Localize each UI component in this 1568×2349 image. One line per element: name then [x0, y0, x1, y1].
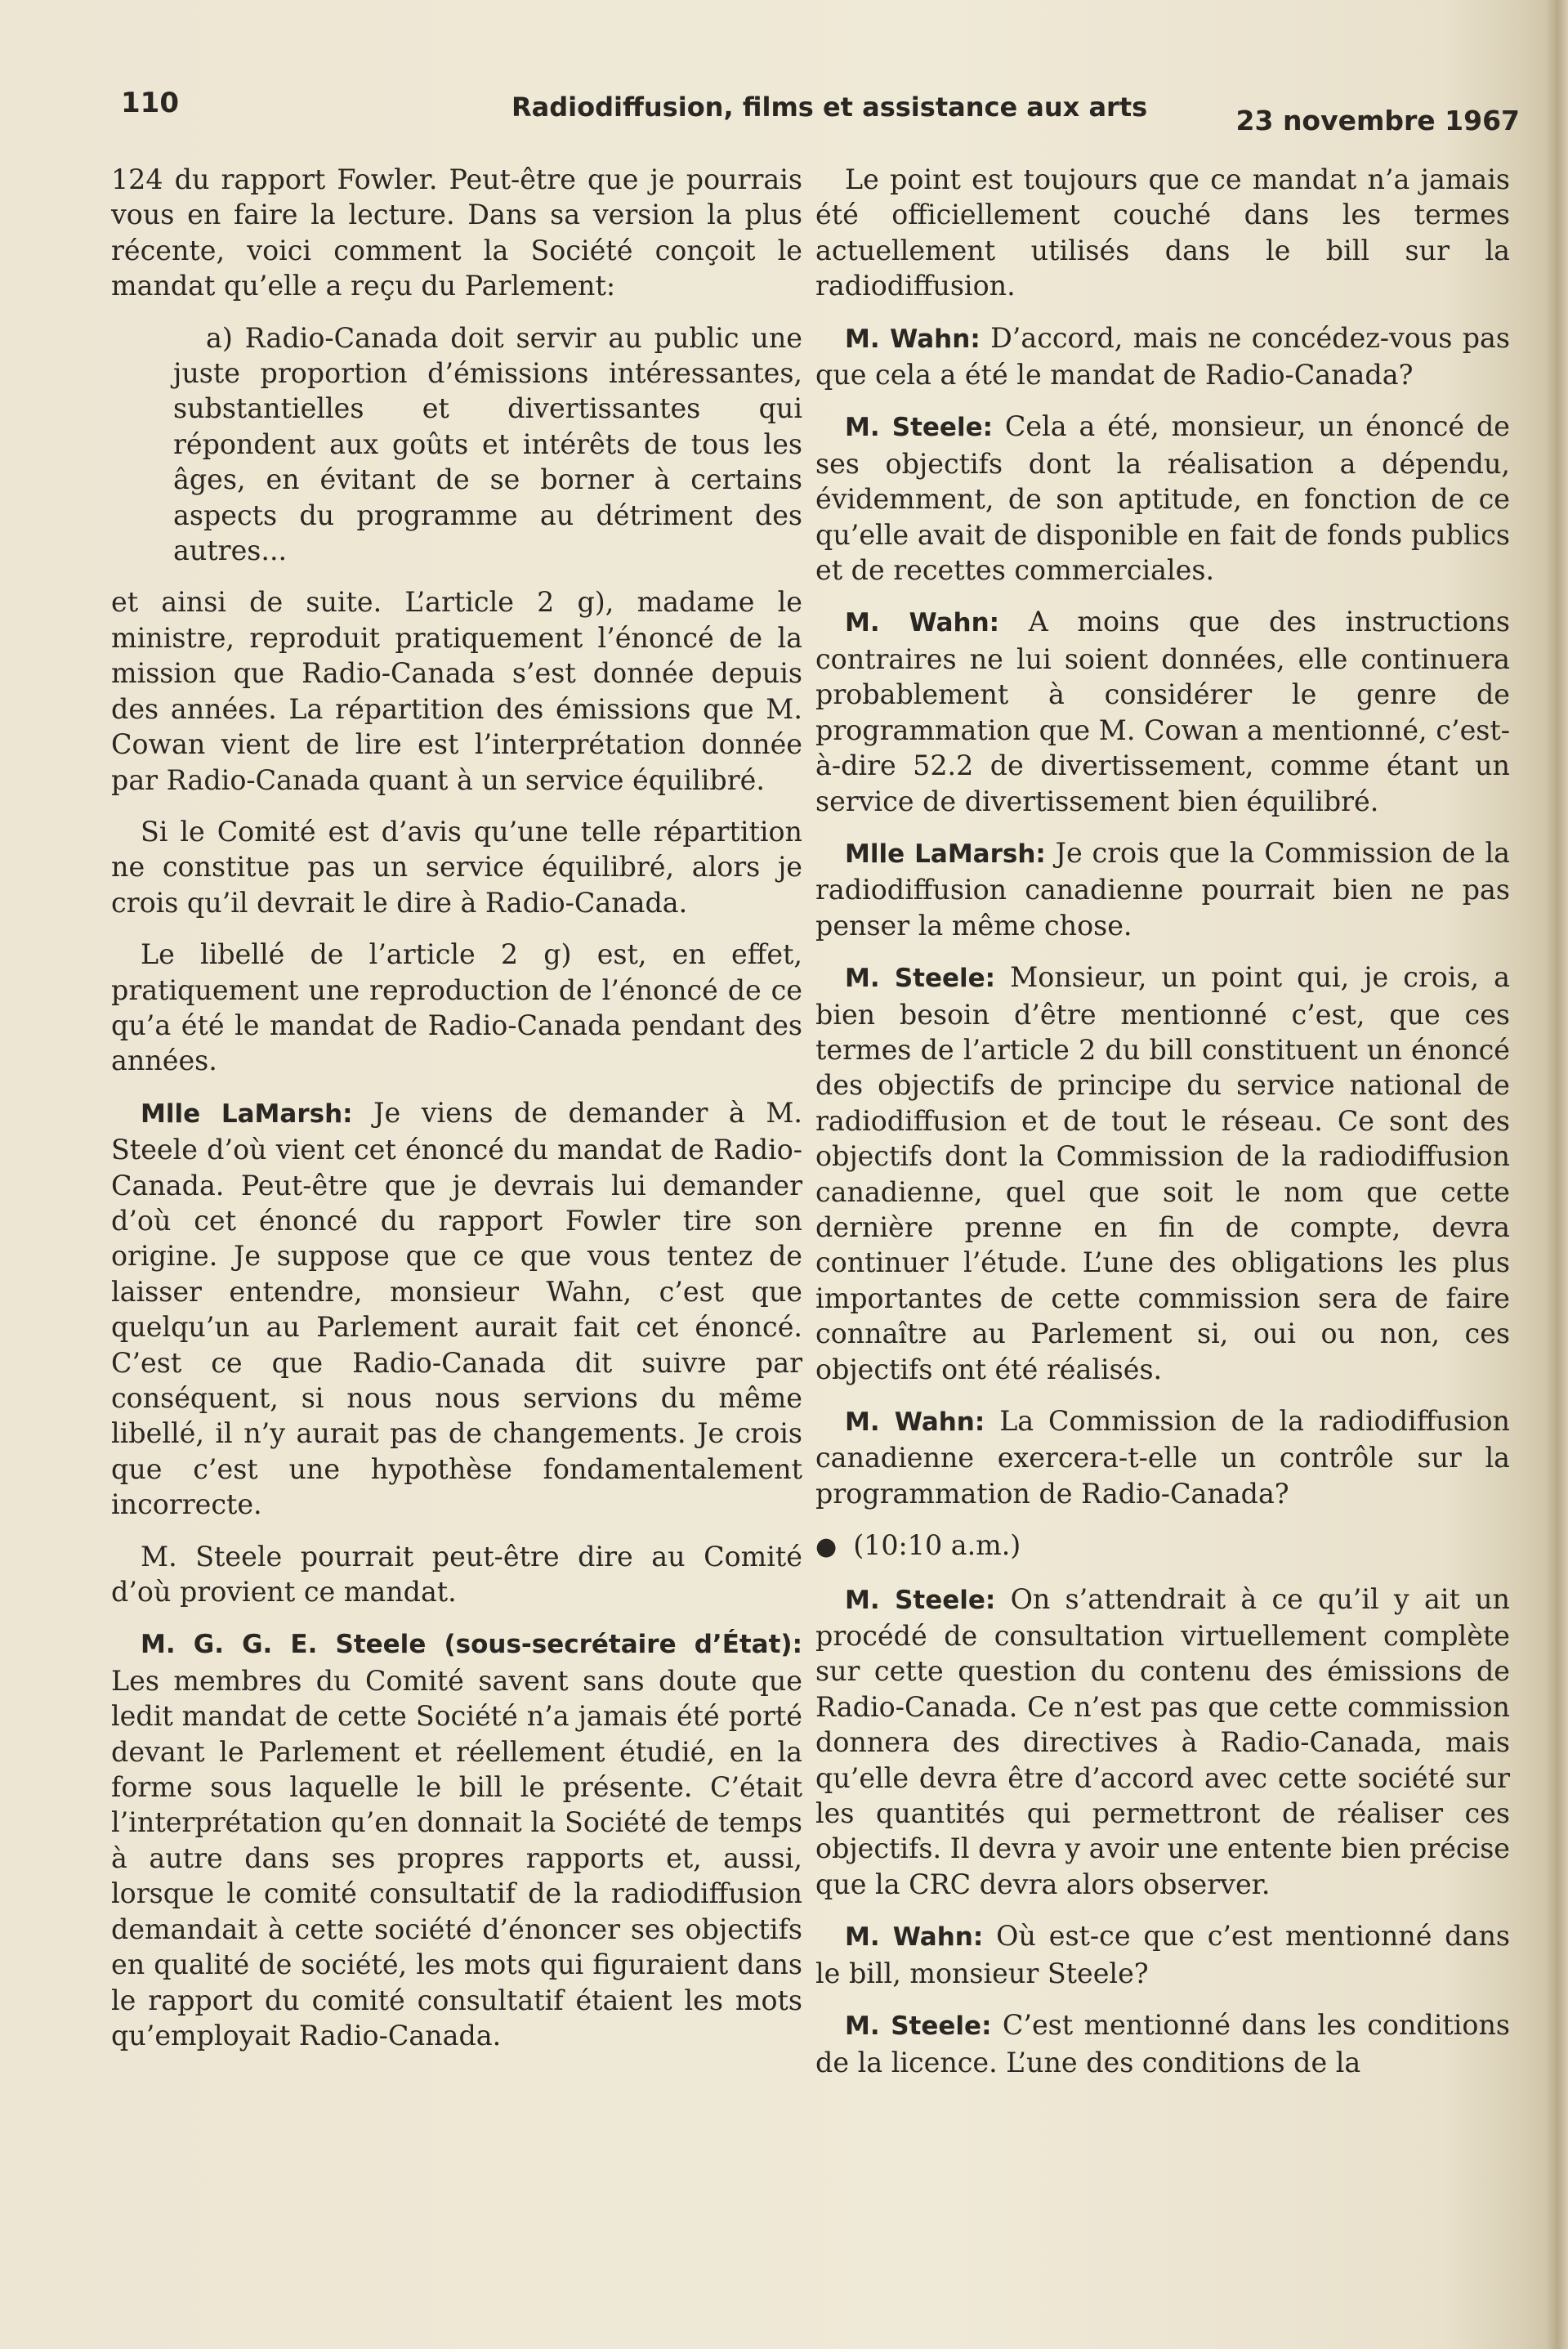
speaker-name: M. G. G. E. Steele (sous-secrétaire d’État): [141, 1630, 802, 1660]
speech-paragraph: M. Wahn: La Commission de la radiodiffusion canadienne exercera-t-elle un contrôle sur la programmation de Radio-Canada? [815, 1405, 1510, 1510]
page-header [121, 82, 1520, 136]
left-column [111, 162, 802, 2069]
paragraph: Le point est toujours que ce mandat n’a jamais été officiellement couché dans les termes actuellement utilisés dans le bill sur la radiodiffusion. [815, 163, 1510, 302]
speech-paragraph: M. G. G. E. Steele (sous-secrétaire d’État): Les membres du Comité savent sans doute que ledit mandat de cette Société n’a jamais été porté devant le Parlement et réellement étudié, en la forme sous laquelle le bill le présente. C’était l’interprétation qu’en donnait la Société de temps à autre dans ses propres rapports et, aussi, lorsque le comité consultatif de la radiodiffusion demandait à cette société d’énoncer ses objectifs en qualité de société, les mots qui figuraient dans le rapport du comité consultatif étaient les mots qu’employait Radio-Canada. [111, 1630, 802, 2051]
quoted-mandate: a) Radio-Canada doit servir au public une juste proportion d’émissions intéressantes, substantielles et divertissantes qui répondent aux goûts et intérêts de tous les âges, en évitant de se borner à certains aspects du programme au détriment des autres... [173, 321, 802, 567]
header-date: 23 novembre 1967 [1235, 105, 1520, 136]
bullet-icon: ● [815, 1532, 838, 1562]
paragraph: et ainsi de suite. L’article 2 g), madame le ministre, reproduit pratiquement l’énoncé de la mission que Radio-Canada s’est donnée depuis des années. La répartition des émissions que M. Cowan vient de lire est l’interprétation donnée par Radio-Canada quant à un service équilibré. [111, 586, 802, 796]
paragraph: 124 du rapport Fowler. Peut-être que je pourrais vous en faire la lecture. Dans sa version la plus récente, voici comment la Société conçoit le mandat qu’elle a reçu du Parlement: [111, 163, 802, 302]
paragraph: M. Steele pourrait peut-être dire au Comité d’où provient ce mandat. [111, 1540, 802, 1609]
time-marker: ● (10:10 a.m.) [815, 1529, 1021, 1562]
running-title: Radiodiffusion, films et assistance aux arts [511, 92, 1148, 123]
speech-paragraph: Mlle LaMarsh: Je viens de demander à M. Steele d’où vient cet énoncé du mandat de Radio-Canada. Peut-être que je devrais lui demander d’où cet énoncé du rapport Fowler tire son origine. Je suppose que ce que vous tentez de laisser entendre, monsieur Wahn, c’est que quelqu’un au Parlement aurait fait cet énoncé. C’est ce que Radio-Canada dit suivre par conséquent, si nous nous servions du même libellé, il n’y aurait pas de changements. Je crois que c’est une hypothèse fondamentalement incorrecte. [111, 1096, 802, 1521]
speech-paragraph: M. Steele: C’est mentionné dans les conditions de la licence. L’une des conditions de la [815, 2009, 1510, 2078]
speech-paragraph: M. Wahn: A moins que des instructions contraires ne lui soient données, elle continuera probablement à considérer le genre de programmation que M. Cowan a mentionné, c’est-à-dire 52.2 de divertissement, comme étant un service de divertissement bien équilibré. [815, 606, 1510, 817]
speaker-name: M. Steele: [845, 964, 996, 994]
speaker-name: M. Steele: [845, 1585, 996, 1615]
speaker-name: M. Wahn: [845, 324, 981, 354]
speech-paragraph: M. Steele: Cela a été, monsieur, un énoncé de ses objectifs dont la réalisation a dépendu, évidemment, de son aptitude, en fonction de ce qu’elle avait de disponible en fait de fonds publics et de recettes commerciales. [815, 410, 1510, 587]
speaker-name: M. Steele: [845, 413, 993, 443]
paragraph: Si le Comité est d’avis qu’une telle répartition ne constitue pas un service équilibré, alors je crois qu’il devrait le dire à Radio-Canada. [111, 815, 802, 919]
speech-paragraph: Mlle LaMarsh: Je crois que la Commission de la radiodiffusion canadienne pourrait bien ne pas penser la même chose. [815, 836, 1510, 942]
speaker-name: M. Steele: [845, 2011, 992, 2042]
speaker-name: Mlle LaMarsh: [845, 839, 1046, 869]
page-binding-edge [1547, 0, 1568, 2349]
speaker-name: Mlle LaMarsh: [141, 1098, 353, 1129]
speech-paragraph: M. Wahn: Où est-ce que c’est mentionné dans le bill, monsieur Steele? [815, 1920, 1510, 1989]
speech-paragraph: M. Wahn: D’accord, mais ne concédez-vous pas que cela a été le mandat de Radio-Canada? [815, 321, 1510, 392]
speech-paragraph: M. Steele: On s’attendrait à ce qu’il y ait un procédé de consultation virtuellement complète sur cette question du contenu des émissions de Radio-Canada. Ce n’est pas que cette commission donnera des directives à Radio-Canada, mais qu’elle devra être d’accord avec cette société sur les quantités qui permettront de réaliser ces objectifs. Il devra y avoir une entente bien précise que la CRC devra alors observer. [815, 1582, 1510, 1900]
page-number: 110 [121, 87, 179, 119]
speaker-name: M. Wahn: [845, 608, 1000, 638]
right-column [815, 162, 1510, 2096]
speaker-name: M. Wahn: [845, 1922, 984, 1953]
speech-paragraph: M. Steele: Monsieur, un point qui, je crois, a bien besoin d’être mentionné c’est, que ces termes de l’article 2 du bill constituent un énoncé des objectifs de principe du service national de radiodiffusion et de tout le réseau. Ce sont des objectifs dont la Commission de la radiodiffusion canadienne, quel que soit le nom que cette dernière prenne en fin de compte, devra continuer l’étude. L’une des obligations les plus importantes de cette commission sera de faire connaître au Parlement si, oui ou non, ces objectifs ont été réalisés. [815, 961, 1510, 1385]
speaker-name: M. Wahn: [845, 1407, 985, 1437]
paragraph: Le libellé de l’article 2 g) est, en effet, pratiquement une reproduction de l’énoncé de ce qu’a été le mandat de Radio-Canada pendant des années. [111, 938, 802, 1077]
